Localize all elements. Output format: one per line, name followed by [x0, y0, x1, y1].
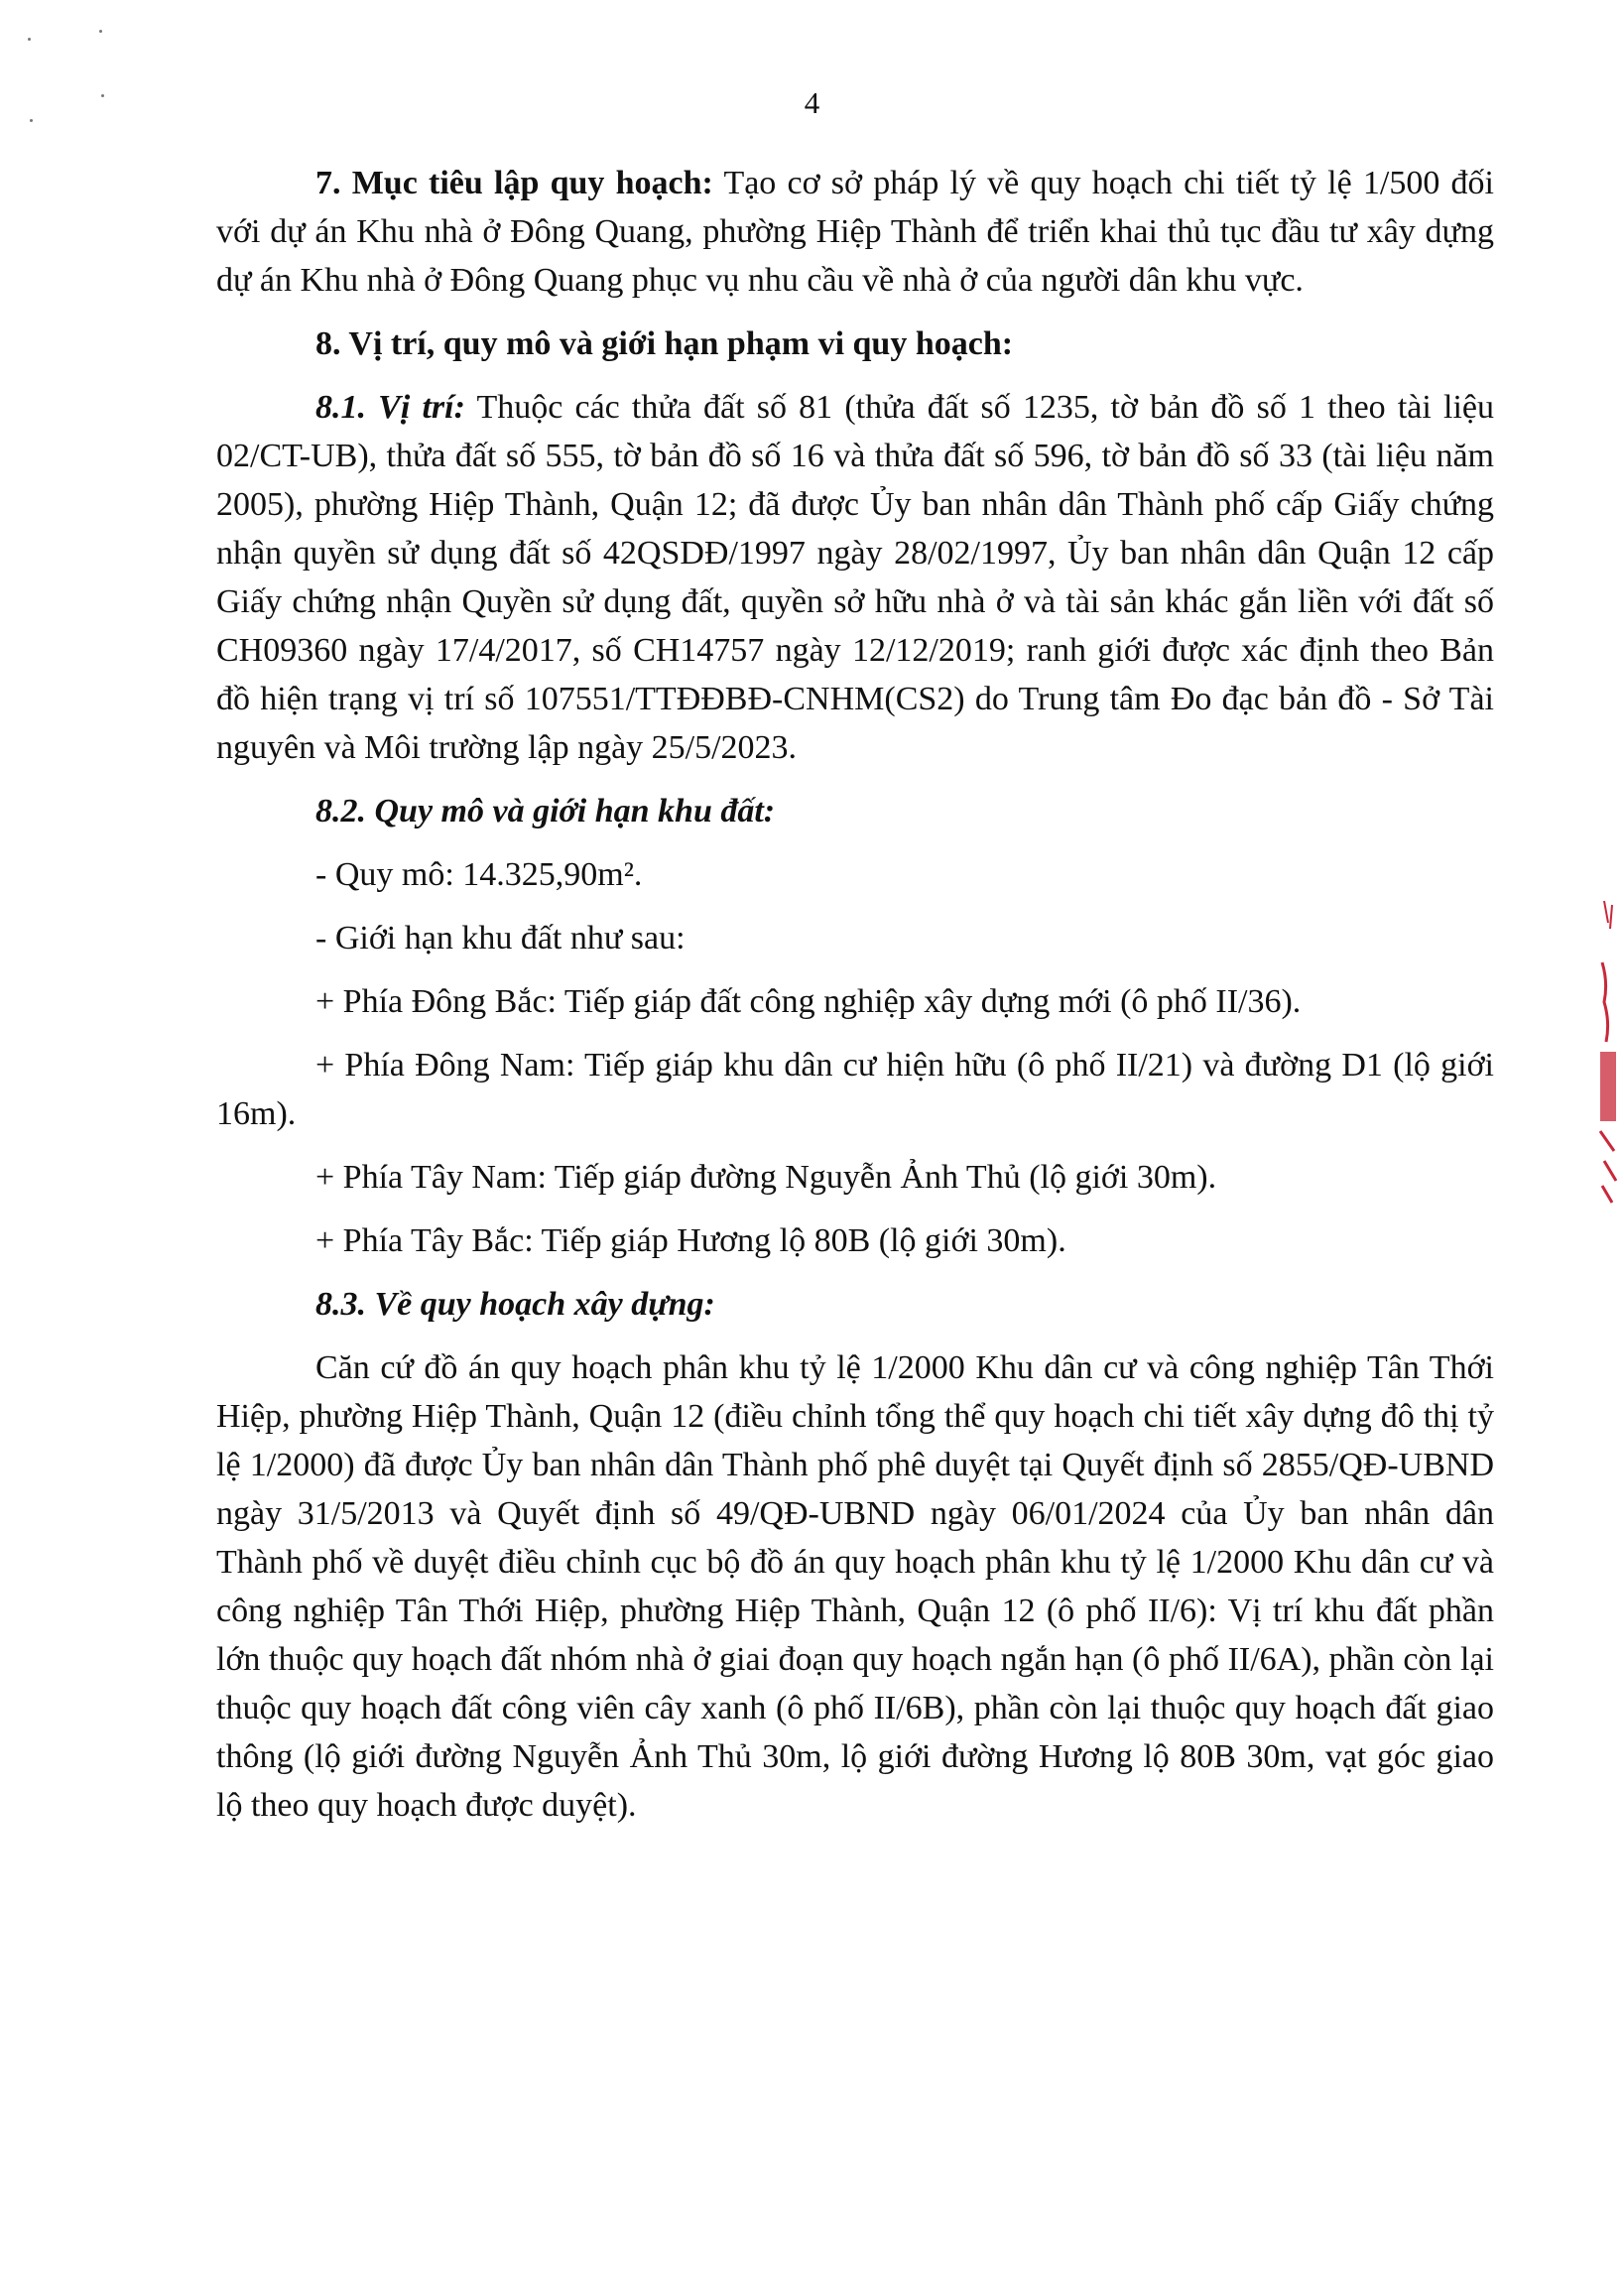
section-8-1-paragraph: [216, 383, 1494, 772]
section-8-2-heading: 8.2. Quy mô và giới hạn khu đất:: [315, 793, 776, 829]
document-body: [216, 159, 1494, 1845]
section-8-1-heading: 8.1. Vị trí:: [315, 389, 465, 426]
red-seal-fragment-icon: [1594, 893, 1624, 1211]
limit-northwest: + Phía Tây Bắc: Tiếp giáp Hương lộ 80B (lộ giới 30m).: [315, 1222, 1066, 1259]
scale-item: - Quy mô: 14.325,90m².: [315, 856, 643, 893]
section-7-text: Tạo cơ sở pháp lý về quy hoạch chi tiết tỷ lệ 1/500 đối với dự án Khu nhà ở Đông Quang, phường Hiệp Thành để triển khai thủ tục đầu tư xây dựng dự án Khu nhà ở Đông Quang phục vụ nhu cầu về nhà ở của người dân khu vực.: [216, 165, 1495, 299]
limit-southeast: + Phía Đông Nam: Tiếp giáp khu dân cư hiện hữu (ô phố II/21) và đường D1 (lộ giới 16m).: [216, 1047, 1494, 1132]
section-8-3-paragraph: Căn cứ đồ án quy hoạch phân khu tỷ lệ 1/2000 Khu dân cư và công nghiệp Tân Thới Hiệp, phường Hiệp Thành, Quận 12 (điều chỉnh tổng thể quy hoạch chi tiết xây dựng đô thị tỷ lệ 1/2000) đã được Ủy ban nhân dân Thành phố phê duyệt tại Quyết định số 2855/QĐ-UBND ngày 31/5/2013 và Quyết định số 49/QĐ-UBND ngày 06/01/2024 của Ủy ban nhân dân Thành phố về duyệt điều chỉnh cục bộ đồ án quy hoạch phân khu tỷ lệ 1/2000 Khu dân cư và công nghiệp Tân Thới Hiệp, phường Hiệp Thành, Quận 12 (ô phố II/6): Vị trí khu đất phần lớn thuộc quy hoạch đất nhóm nhà ở giai đoạn quy hoạch ngắn hạn (ô phố II/6A), phần còn lại thuộc quy hoạch đất công viên cây xanh (ô phố II/6B), phần còn lại thuộc quy hoạch đất giao thông (lộ giới đường Nguyễn Ảnh Thủ 30m, lộ giới đường Hương lộ 80B 30m, vạt góc giao lộ theo quy hoạch được duyệt).: [216, 1349, 1494, 1824]
limit-southwest: + Phía Tây Nam: Tiếp giáp đường Nguyễn Ảnh Thủ (lộ giới 30m).: [315, 1159, 1217, 1196]
section-7-paragraph: [216, 159, 1494, 305]
section-8-1-text: Thuộc các thửa đất số 81 (thửa đất số 1235, tờ bản đồ số 1 theo tài liệu 02/CT-UB), thửa đất số 555, tờ bản đồ số 16 và thửa đất số 596, tờ bản đồ số 33 (tài liệu năm 2005), phường Hiệp Thành, Quận 12; đã được Ủy ban nhân dân Thành phố cấp Giấy chứng nhận quyền sử dụng đất số 42QSDĐ/1997 ngày 28/02/1997, Ủy ban nhân dân Quận 12 cấp Giấy chứng nhận Quyền sử dụng đất, quyền sở hữu nhà ở và tài sản khác gắn liền với đất số CH09360 ngày 17/4/2017, số CH14757 ngày 12/12/2019; ranh giới được xác định theo Bản đồ hiện trạng vị trí số 107551/TTĐĐBĐ-CNHM(CS2) do Trung tâm Đo đạc bản đồ - Sở Tài nguyên và Môi trường lập ngày 25/5/2023.: [216, 389, 1494, 766]
scan-speck: [28, 38, 31, 41]
scan-speck: [99, 30, 102, 33]
limits-intro: - Giới hạn khu đất như sau:: [315, 920, 686, 957]
section-8-heading: 8. Vị trí, quy mô và giới hạn phạm vi quy hoạch:: [315, 325, 1014, 362]
section-8-3-heading: 8.3. Về quy hoạch xây dựng:: [315, 1286, 715, 1323]
page-number: 4: [804, 85, 820, 120]
limit-northeast: + Phía Đông Bắc: Tiếp giáp đất công nghiệp xây dựng mới (ô phố II/36).: [315, 983, 1302, 1020]
section-7-heading: 7. Mục tiêu lập quy hoạch:: [315, 165, 713, 201]
